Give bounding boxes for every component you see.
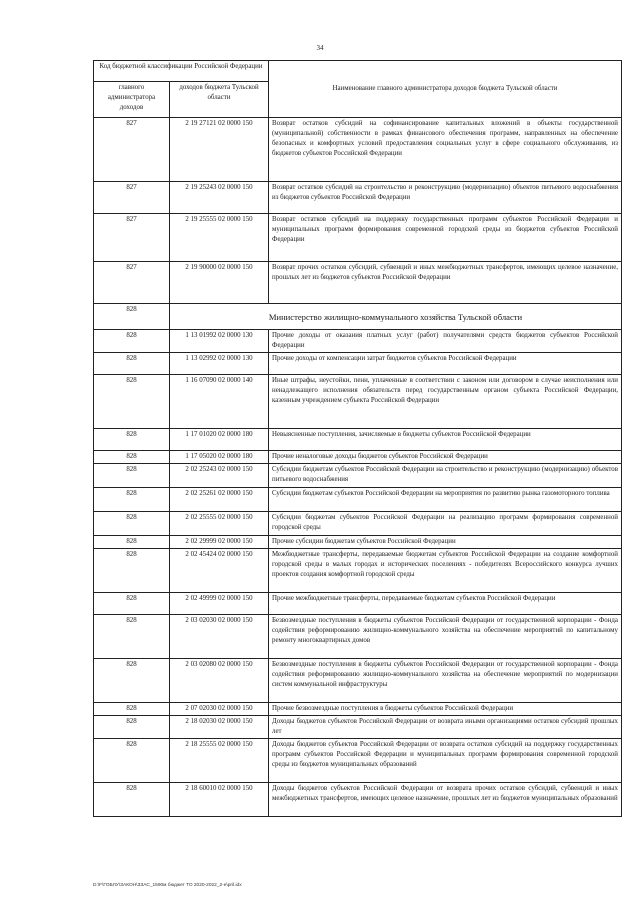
revenue-code-cell: 2 19 27121 02 0000 150	[170, 118, 269, 182]
admin-code-cell: 828	[94, 488, 170, 512]
section-title: Министерство жилищно-коммунального хозяйства Тульской области	[170, 304, 622, 330]
page-number: 34	[316, 44, 324, 52]
revenue-code-cell: 2 18 02030 02 0000 150	[170, 716, 269, 739]
revenue-name-cell: Возврат остатков субсидий на софинансирование капитальных вложений в объекты государственной (муниципальной) собственности в рамках финансового обеспечения программ, направленных на обеспечение безопасных и комфортных условий предоставления социальных услуг в сфере социального обслуживания, из бюджетов субъектов Российской Федерации	[269, 118, 622, 182]
admin-code-cell: 828	[94, 703, 170, 716]
revenue-name-cell: Невыясненные поступления, зачисляемые в бюджеты субъектов Российской Федерации	[269, 429, 622, 451]
section-row	[94, 304, 622, 330]
table-row	[94, 214, 622, 262]
table-row	[94, 703, 622, 716]
admin-code-cell: 828	[94, 375, 170, 429]
revenue-name-cell: Прочие доходы от компенсации затрат бюджетов субъектов Российской Федерации	[269, 353, 622, 375]
admin-code-cell: 828	[94, 716, 170, 739]
revenue-code-cell: 1 13 01992 02 0000 130	[170, 330, 269, 353]
header-name: Наименование главного администратора доходов бюджета Тульской области	[269, 61, 622, 118]
table-row	[94, 353, 622, 375]
footer-file-path: D:\F\ГОБЛУ\ЗАКОН\ЗЗАС_1590м бюджет ТО 2020-2022_2-е\pril.idx	[93, 883, 242, 888]
admin-code-cell: 828	[94, 512, 170, 536]
header-row-1	[94, 61, 622, 82]
admin-code-cell: 828	[94, 330, 170, 353]
revenue-name-cell: Прочие неналоговые доходы бюджетов субъектов Российской Федерации	[269, 451, 622, 464]
revenue-code-cell: 2 02 29999 02 0000 150	[170, 536, 269, 549]
revenue-code-cell: 1 16 07090 02 0000 140	[170, 375, 269, 429]
table-row	[94, 182, 622, 214]
revenue-name-cell: Иные штрафы, неустойки, пени, уплаченные в соответствии с законом или договором в случае неисполнения или ненадлежащего исполнения обязательств перед государственным органом субъекта Российской Федерации, казенным учреждением субъекта Российской Федерации	[269, 375, 622, 429]
revenue-code-cell: 2 18 60010 02 0000 150	[170, 783, 269, 817]
revenue-code-cell: 1 17 01020 02 0000 180	[170, 429, 269, 451]
revenue-code-cell: 2 19 25243 02 0000 150	[170, 182, 269, 214]
revenue-code-cell: 2 03 02080 02 0000 150	[170, 659, 269, 703]
admin-code-cell: 828	[94, 353, 170, 375]
table-row	[94, 451, 622, 464]
revenue-name-cell: Прочие субсидии бюджетам субъектов Российской Федерации	[269, 536, 622, 549]
admin-code-cell: 827	[94, 118, 170, 182]
header-admin-col: главного администратора доходов	[94, 82, 170, 118]
revenue-code-cell: 2 02 49999 02 0000 150	[170, 593, 269, 615]
revenue-code-cell: 2 02 25243 02 0000 150	[170, 464, 269, 488]
revenue-name-cell: Доходы бюджетов субъектов Российской Федерации от возврата иными организациями остатков субсидий прошлых лет	[269, 716, 622, 739]
admin-code-cell: 828	[94, 615, 170, 659]
table-row	[94, 464, 622, 488]
revenue-code-cell: 2 19 25555 02 0000 150	[170, 214, 269, 262]
table-row	[94, 549, 622, 593]
revenue-code-cell: 2 07 02030 02 0000 150	[170, 703, 269, 716]
table-row	[94, 429, 622, 451]
admin-code-cell: 828	[94, 783, 170, 817]
admin-code-cell: 828	[94, 549, 170, 593]
revenue-name-cell: Субсидии бюджетам субъектов Российской Федерации на мероприятия по развитию рынка газомоторного топлива	[269, 488, 622, 512]
revenue-code-cell: 1 17 05020 02 0000 180	[170, 451, 269, 464]
admin-code-cell: 828	[94, 593, 170, 615]
revenue-name-cell: Доходы бюджетов субъектов Российской Федерации от возврата прочих остатков субсидий, субвенций и иных межбюджетных трансфертов, имеющих целевое назначение, прошлых лет из бюджетов муниципальных образований	[269, 783, 622, 817]
admin-code-cell: 828	[94, 536, 170, 549]
revenue-name-cell: Субсидии бюджетам субъектов Российской Федерации на реализацию программ формирования современной городской среды	[269, 512, 622, 536]
revenue-code-cell: 2 18 25555 02 0000 150	[170, 739, 269, 783]
table-row	[94, 593, 622, 615]
admin-code-cell: 828	[94, 659, 170, 703]
table-row	[94, 512, 622, 536]
table-row	[94, 536, 622, 549]
revenue-name-cell: Доходы бюджетов субъектов Российской Федерации от возврата остатков субсидий на поддержку государственных программ субъектов Российской Федерации и муниципальных программ формирования современной городской среды из бюджетов муниципальных образований	[269, 739, 622, 783]
admin-code-cell: 828	[94, 739, 170, 783]
revenue-name-cell: Прочие межбюджетные трансферты, передаваемые бюджетам субъектов Российской Федерации	[269, 593, 622, 615]
revenue-code-cell: 2 03 02030 02 0000 150	[170, 615, 269, 659]
revenue-name-cell: Возврат прочих остатков субсидий, субвенций и иных межбюджетных трансфертов, имеющих целевое назначение, прошлых лет из бюджетов субъектов Российской Федерации	[269, 262, 622, 304]
admin-code-cell: 828	[94, 429, 170, 451]
revenue-name-cell: Прочие безвозмездные поступления в бюджеты субъектов Российской Федерации	[269, 703, 622, 716]
table-row	[94, 375, 622, 429]
revenue-admin-table	[93, 60, 622, 817]
revenue-name-cell: Межбюджетные трансферты, передаваемые бюджетам субъектов Российской Федерации на создание комфортной городской среды в малых городах и исторических поселениях - победителях Всероссийского конкурса лучших проектов создания комфортной городской среды	[269, 549, 622, 593]
revenue-name-cell: Возврат остатков субсидий на строительство и реконструкцию (модернизацию) объектов питьевого водоснабжения из бюджетов субъектов Российской Федерации	[269, 182, 622, 214]
table-row	[94, 739, 622, 783]
admin-code-cell: 827	[94, 182, 170, 214]
revenue-code-cell: 2 02 25555 02 0000 150	[170, 512, 269, 536]
revenue-name-cell: Прочие доходы от оказания платных услуг (работ) получателями средств бюджетов субъектов Российской Федерации	[269, 330, 622, 353]
admin-code-cell: 828	[94, 304, 170, 330]
table-row	[94, 262, 622, 304]
revenue-name-cell: Субсидии бюджетам субъектов Российской Федерации на строительство и реконструкцию (модернизацию) объектов питьевого водоснабжения	[269, 464, 622, 488]
table-row	[94, 716, 622, 739]
table-row	[94, 783, 622, 817]
table-row	[94, 659, 622, 703]
revenue-code-cell: 2 19 90000 02 0000 150	[170, 262, 269, 304]
header-code-group: Код бюджетной классификации Российской Федерации	[94, 61, 269, 82]
revenue-code-cell: 2 02 25261 02 0000 150	[170, 488, 269, 512]
table-row	[94, 615, 622, 659]
admin-code-cell: 828	[94, 464, 170, 488]
revenue-name-cell: Возврат остатков субсидий на поддержку государственных программ субъектов Российской Федерации и муниципальных программ формирования современной городской среды из бюджетов субъектов Российской Федерации	[269, 214, 622, 262]
admin-code-cell: 827	[94, 214, 170, 262]
table-row	[94, 118, 622, 182]
revenue-name-cell: Безвозмездные поступления в бюджеты субъектов Российской Федерации от государственной корпорации - Фонда содействия реформированию жилищно-коммунального хозяйства на обеспечение мероприятий по модернизации систем коммунальной инфраструктуры	[269, 659, 622, 703]
revenue-code-cell: 1 13 02992 02 0000 130	[170, 353, 269, 375]
admin-code-cell: 827	[94, 262, 170, 304]
table-row	[94, 330, 622, 353]
table-row	[94, 488, 622, 512]
header-revenue-col: доходов бюджета Тульской области	[170, 82, 269, 118]
revenue-code-cell: 2 02 45424 02 0000 150	[170, 549, 269, 593]
revenue-name-cell: Безвозмездные поступления в бюджеты субъектов Российской Федерации от государственной корпорации - Фонда содействия реформированию жилищно-коммунального хозяйства на обеспечение мероприятий по капитальному ремонту многоквартирных домов	[269, 615, 622, 659]
admin-code-cell: 828	[94, 451, 170, 464]
